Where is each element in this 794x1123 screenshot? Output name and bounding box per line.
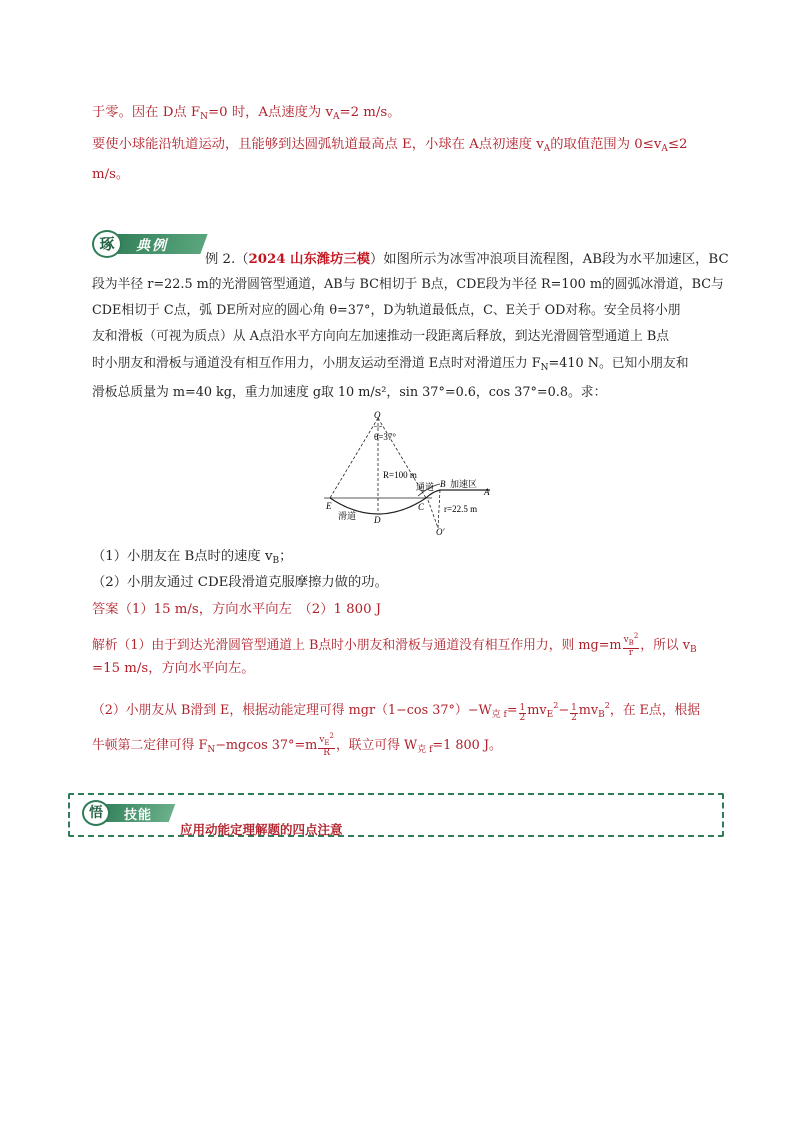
banner-label: 典例 xyxy=(136,238,168,254)
sub: N xyxy=(207,744,216,755)
fraction xyxy=(519,704,527,723)
num: 1 xyxy=(571,703,577,713)
example-line-2: 段为半径 r=22.5 m的光滑圆管型通道，AB与 BC相切于 B点，CDE段为半径 R=100 m的圆弧冰滑道，BC与 xyxy=(92,277,724,292)
sup: 2 xyxy=(604,701,610,710)
example-line-5 xyxy=(92,355,689,377)
sub: B xyxy=(689,644,697,655)
text: 要使小球能沿轨道运动，且能够到达圆弧轨道最高点 E，小球在 A点初速度 v xyxy=(92,137,544,152)
sub: N xyxy=(200,112,208,122)
text: 解析（1）由于到达光滑圆管型通道上 B点时小朋友和滑板与通道没有相互作用力，则 mg=m xyxy=(92,637,622,653)
label-O2: O′ xyxy=(436,527,445,537)
line-O2C xyxy=(428,500,438,528)
fraction xyxy=(318,732,335,758)
den: r xyxy=(628,647,634,658)
text: ，所以 v xyxy=(640,637,690,653)
den: 2 xyxy=(571,713,577,723)
example-line-6: 滑板总质量为 m=40 kg，重力加速度 g取 10 m/s²，sin 37°=0.6，cos 37°=0.8。求： xyxy=(92,385,607,400)
sub: N xyxy=(540,363,549,373)
top-line-1 xyxy=(92,104,401,126)
text: −mgcos 37°=m xyxy=(215,737,318,753)
track-figure xyxy=(320,408,510,538)
label-tongdao: 通道 xyxy=(416,482,435,492)
sub: A xyxy=(332,112,340,122)
label-r: r=22.5 m xyxy=(444,504,478,514)
text: =1 800 J。 xyxy=(432,737,502,753)
label-theta: θ=37° xyxy=(374,432,396,442)
answer: 答案（1）15 m/s，方向水平向左 （2）1 800 J xyxy=(92,602,382,617)
label-D: D xyxy=(374,515,381,525)
line-OE xyxy=(330,418,378,498)
den: R xyxy=(323,747,331,758)
label-O: O xyxy=(374,410,381,420)
question-2: （2）小朋友通过 CDE段滑道克服摩擦力做的功。 xyxy=(92,575,388,590)
num: v xyxy=(319,735,325,745)
text: 于零。因在 D点 F xyxy=(92,105,201,120)
sup: 2 xyxy=(553,701,559,710)
sup: 2 xyxy=(633,632,639,640)
text: mv xyxy=(527,703,547,718)
top-line-3: m/s。 xyxy=(92,167,130,182)
sub: B xyxy=(598,710,605,720)
question-1 xyxy=(92,548,292,570)
text: =2 m/s。 xyxy=(339,105,401,120)
sub: B xyxy=(272,556,280,566)
text: 例 2.（ xyxy=(205,252,249,267)
num: v xyxy=(623,635,629,645)
banner-circle-icon: 琢 xyxy=(92,230,122,258)
example-banner xyxy=(92,230,212,258)
label-A: A xyxy=(484,487,490,497)
text: mv xyxy=(578,703,599,718)
text: 牛顿第二定律可得 F xyxy=(92,737,208,753)
sub: 克 f xyxy=(491,710,507,720)
solution-line-4 xyxy=(92,732,502,759)
skill-circle-icon: 悟 xyxy=(82,800,110,826)
solution-line-1 xyxy=(92,632,697,659)
label-jiasuqu: 加速区 xyxy=(450,479,478,489)
sub: 克 f xyxy=(417,744,433,755)
text: − xyxy=(558,703,570,718)
sub: E xyxy=(324,738,330,747)
text: ≤2 xyxy=(667,137,688,152)
text: （1）小朋友在 B点时的速度 v xyxy=(92,549,273,564)
text: ； xyxy=(279,549,293,564)
skill-tag xyxy=(82,800,182,826)
text: （2）小朋友从 B滑到 E，根据动能定理可得 mgr（1−cos 37°）−W xyxy=(92,703,492,718)
text: = xyxy=(506,703,518,718)
text: 的取值范围为 0≤v xyxy=(550,137,662,152)
label-huadao: 滑道 xyxy=(338,511,357,521)
angle-arc xyxy=(374,426,382,427)
text: ）如图所示为冰雪冲浪项目流程图，AB段为水平加速区，BC xyxy=(369,252,729,267)
fraction xyxy=(570,704,578,723)
text: =0 时，A点速度为 v xyxy=(208,105,333,120)
text: ，联立可得 W xyxy=(336,737,418,753)
top-line-2 xyxy=(92,136,687,158)
skill-label: 技能 xyxy=(124,808,153,823)
line-O2B xyxy=(438,490,440,528)
sup: 2 xyxy=(329,732,334,740)
label-E: E xyxy=(326,501,332,511)
label-B: B xyxy=(440,479,446,489)
example-line-4: 友和滑板（可视为质点）从 A点沿水平方向向左加速推动一段距离后释放，到达光滑圆管型通道上 B点 xyxy=(92,329,670,344)
sub: E xyxy=(546,710,554,720)
solution-line-2: =15 m/s，方向水平向左。 xyxy=(92,661,255,676)
source: 2024 山东潍坊三模 xyxy=(248,252,370,267)
solution-line-3 xyxy=(92,697,700,724)
label-C: C xyxy=(418,502,425,512)
text: =410 N。已知小朋友和 xyxy=(548,356,689,371)
den: 2 xyxy=(519,713,526,723)
example-line-1 xyxy=(205,251,729,269)
example-line-3: CDE相切于 C点，弧 DE所对应的圆心角 θ=37°，D为轨道最低点，C、E关于 OD对称。安全员将小朋 xyxy=(92,303,681,318)
label-R: R=100 m xyxy=(383,470,417,480)
num: 1 xyxy=(519,703,526,713)
sub: B xyxy=(628,638,634,647)
skill-title: 应用动能定理解题的四点注意 xyxy=(180,822,343,837)
fraction xyxy=(623,632,640,658)
sub: A xyxy=(661,144,668,154)
sub: A xyxy=(543,144,551,154)
text: ，在 E点，根据 xyxy=(609,703,701,718)
text: 时小朋友和滑板与通道没有相互作用力，小朋友运动至滑道 E点时对滑道压力 F xyxy=(92,356,541,371)
